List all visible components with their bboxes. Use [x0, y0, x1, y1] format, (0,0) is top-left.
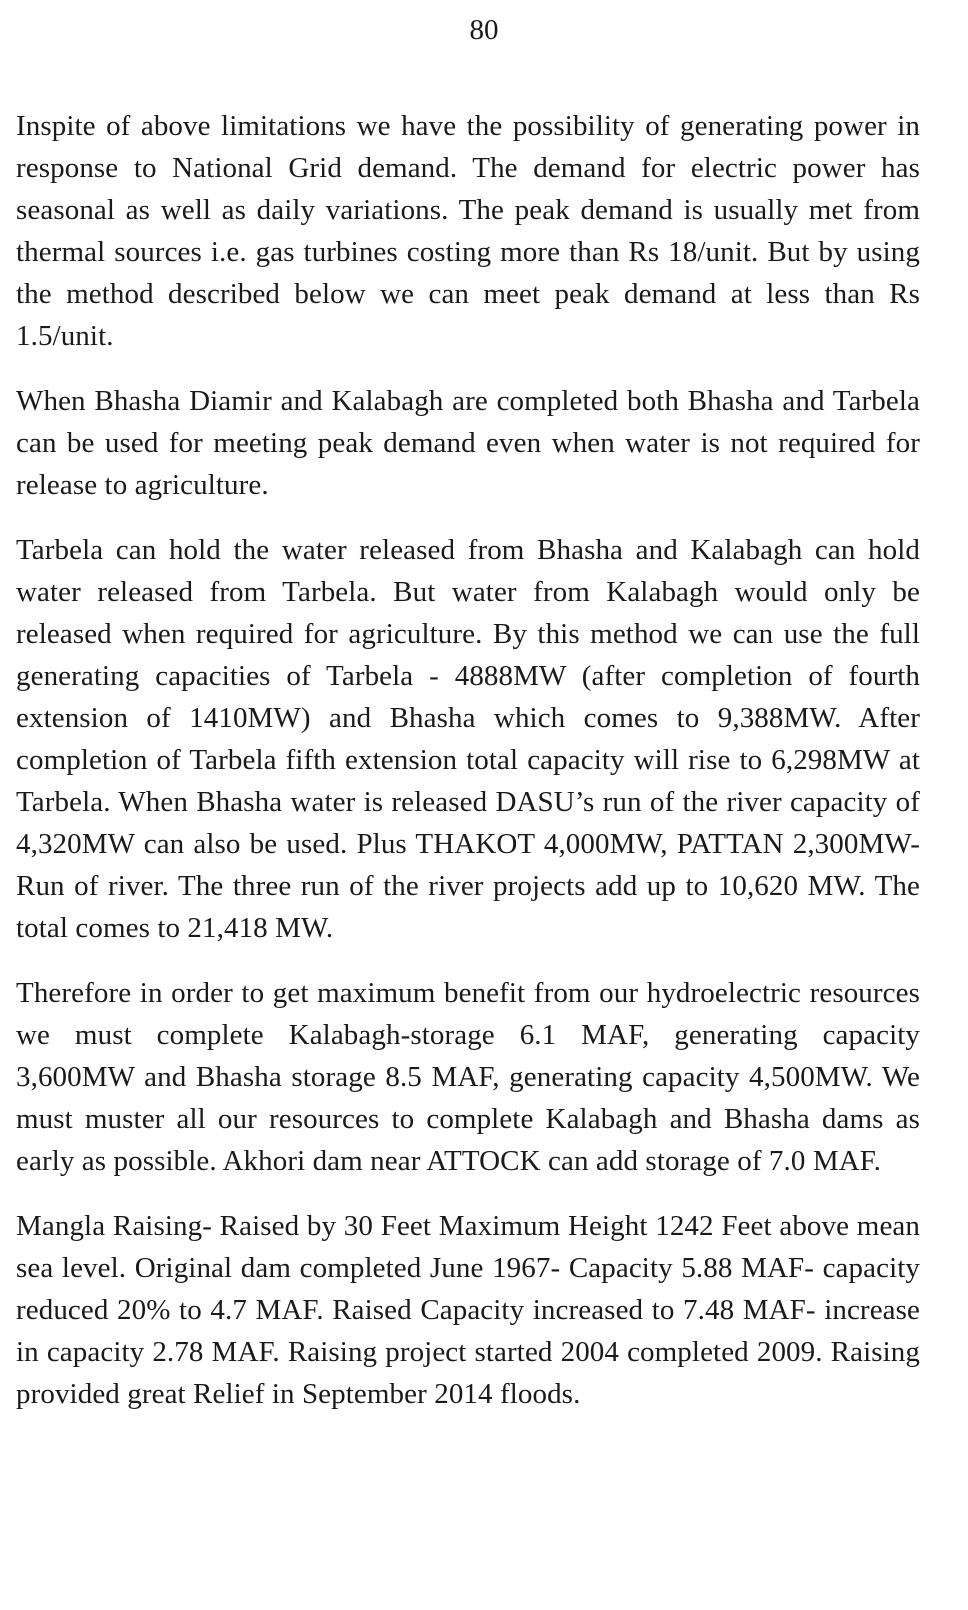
paragraph-mangla-raising: Mangla Raising- Raised by 30 Feet Maximum Height 1242 Feet above mean sea level. Original dam completed June 1967- Capacity 5.88 MAF- capacity reduced 20% to 4.7 MAF. Raised Capacity increased to 7.48 MAF- increase in capacity 2.78 MAF. Raising project started 2004 completed 2009. Raising provided great Relief in September 2014 floods.: [16, 1210, 920, 1410]
page-number: 80: [469, 14, 499, 46]
paragraph-peak-demand: Inspite of above limitations we have the possibility of generating power in response to National Grid demand. The demand for electric power has seasonal as well as daily variations. The peak demand is usually met from thermal sources i.e. gas turbines costing more than Rs 18/unit. But by using the method described below we can meet peak demand at less than Rs 1.5/unit.: [16, 110, 920, 352]
paragraph-bhasha-tarbela: When Bhasha Diamir and Kalabagh are completed both Bhasha and Tarbela can be used for meeting peak demand even when water is not required for release to agriculture.: [16, 385, 920, 501]
paragraph-maximum-benefit: Therefore in order to get maximum benefit from our hydroelectric resources we must complete Kalabagh-storage 6.1 MAF, generating capacity 3,600MW and Bhasha storage 8.5 MAF, generating capacity 4,500MW. We must muster all our resources to complete Kalabagh and Bhasha dams as early as possible. Akhori dam near ATTOCK can add storage of 7.0 MAF.: [16, 977, 920, 1177]
paragraph-generating-capacities: Tarbela can hold the water released from Bhasha and Kalabagh can hold water released from Tarbela. But water from Kalabagh would only be released when required for agriculture. By this method we can use the full generating capacities of Tarbela - 4888MW (after completion of fourth extension of 1410MW) and Bhasha which comes to 9,388MW. After completion of Tarbela fifth extension total capacity will rise to 6,298MW at Tarbela. When Bhasha water is released DASU’s run of the river capacity of 4,320MW can also be used. Plus THAKOT 4,000MW, PATTAN 2,300MW-Run of river. The three run of the river projects add up to 10,620 MW. The total comes to 21,418 MW.: [16, 534, 920, 944]
